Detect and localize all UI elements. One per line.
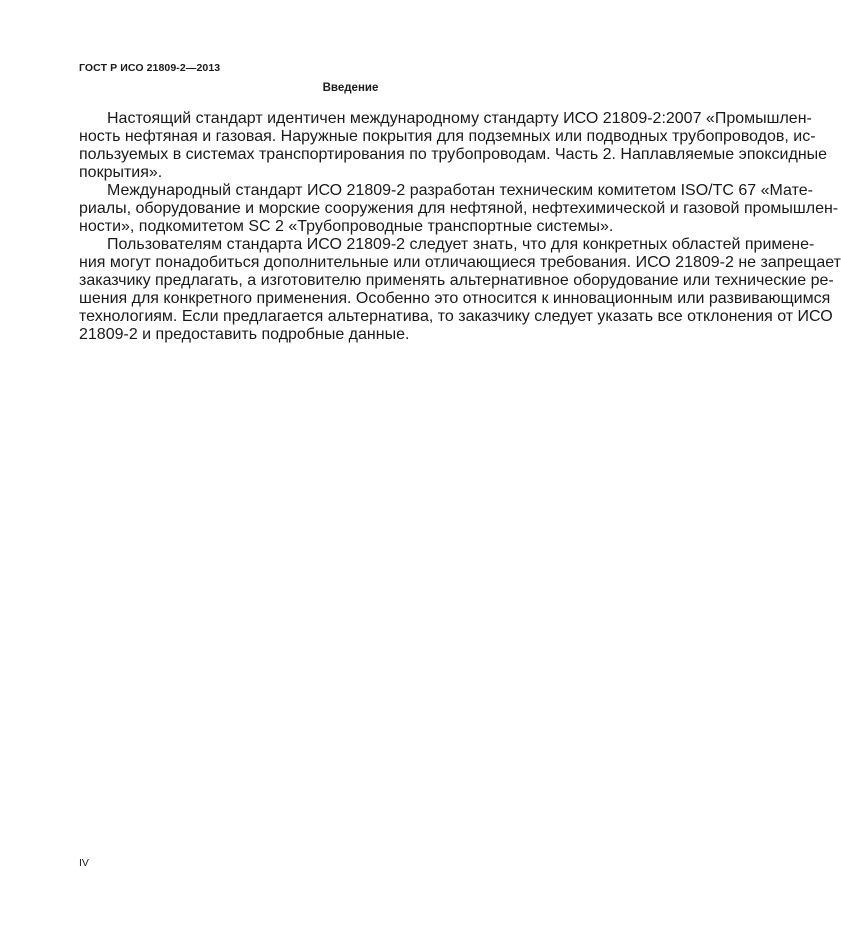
text-line: пользуемых в системах транспортирования по трубопроводам. Часть 2. Наплавляемые эпоксидные [79,146,828,163]
text-line: ности», подкомитетом SC 2 «Трубопроводные транспортные системы». [79,218,614,235]
paragraph [79,110,828,182]
text-line: технологиям. Если предлагается альтернатива, то заказчику следует указать все отклонения от ИСО [79,308,833,325]
text-line: покрытия». [79,164,163,181]
text-line: риалы, оборудование и морские сооружения для нефтяной, нефтехимической и газовой промышлен- [79,200,839,217]
text-line: ность нефтяная и газовая. Наружные покрытия для подземных или подводных трубопроводов, ис- [79,128,816,145]
text-line: Международный стандарт ИСО 21809-2 разработан техническим комитетом ISO/TC 67 «Мате- [107,182,813,199]
text-line: Настоящий стандарт идентичен международному стандарту ИСО 21809-2:2007 «Промышлен- [107,110,812,127]
text-line: Пользователям стандарта ИСО 21809-2 следует знать, что для конкретных областей примене- [107,236,815,253]
text-line: 21809-2 и предоставить подробные данные. [79,326,410,343]
text-line: ния могут понадобиться дополнительные или отличающиеся требования. ИСО 21809-2 не запрещает [79,254,841,271]
text-line: шения для конкретного применения. Особенно это относится к инновационным или развивающимся [79,290,831,307]
section-title: Введение [322,82,379,94]
text-line: заказчику предлагать, а изготовителю применять альтернативное оборудование или технические ре- [79,272,834,289]
document-code: ГОСТ Р ИСО 21809-2—2013 [79,62,221,74]
paragraph [79,236,841,344]
paragraph [79,182,839,236]
introduction-body [79,110,841,344]
page-number: IV [79,857,89,869]
